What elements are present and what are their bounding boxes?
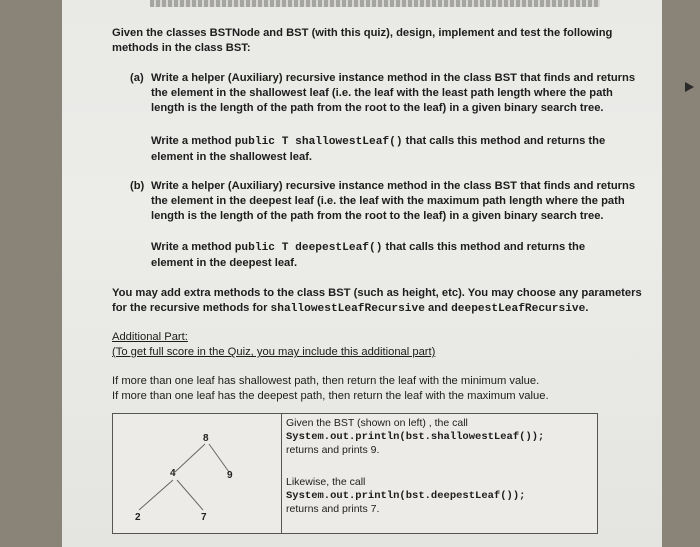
caption2-line-1: Likewise, the call — [286, 476, 366, 488]
example-figure-box — [112, 413, 598, 534]
part-b-method-suffix: that calls this method and returns the — [382, 241, 586, 253]
caption1-code: System.out.println(bst.shallowestLeaf()); — [286, 430, 545, 443]
part-b-description — [151, 179, 635, 224]
caption2-line-3: returns and prints 7. — [286, 503, 380, 515]
additional-subtitle: (To get full score in the Quiz, you may include this additional part) — [112, 346, 436, 358]
part-a-description — [151, 71, 635, 116]
node-4: 4 — [170, 468, 176, 479]
extra-mid: and — [424, 302, 452, 314]
extra-end: . — [585, 302, 589, 314]
extra-methods-note — [112, 286, 642, 317]
extra-code-shallowest: shallowestLeafRecursive — [270, 303, 425, 315]
intro-text — [112, 26, 612, 56]
tie-break-rules — [112, 374, 549, 404]
intro-line-1: Given the classes BSTNode and BST (with this quiz), design, implement and test the following — [112, 27, 613, 39]
part-a-line-2: the element in the shallowest leaf (i.e. the leaf with the least path length where the path — [151, 87, 613, 99]
part-b-method-prefix: Write a method — [151, 241, 235, 253]
caption2-code: System.out.println(bst.deepestLeaf()); — [286, 489, 526, 502]
part-a-method-line-2: element in the shallowest leaf. — [151, 151, 313, 163]
edge-4-7 — [177, 480, 203, 510]
part-a-method-suffix: that calls this method and returns the — [402, 135, 606, 147]
node-9: 9 — [227, 470, 233, 481]
node-7: 7 — [201, 512, 207, 523]
cursor-arrow-icon — [685, 82, 694, 92]
part-b-method-line-2: element in the deepest leaf. — [151, 257, 298, 269]
node-2: 2 — [135, 512, 141, 523]
shallowest-example-caption — [286, 417, 544, 458]
part-a-label: (a) — [130, 72, 144, 84]
caption1-line-3: returns and prints 9. — [286, 444, 380, 456]
edge-8-9 — [209, 444, 229, 472]
part-a-method-prefix: Write a method — [151, 135, 235, 147]
deepest-example-caption — [286, 476, 525, 517]
intro-line-2: methods in the class BST: — [112, 42, 251, 54]
extra-line-2-prefix: for the recursive methods for — [112, 302, 271, 314]
part-b-line-3: length is the length of the path from the root to the leaf) in a given binary search tree. — [151, 210, 604, 222]
rule-deepest: If more than one leaf has the deepest path, then return the leaf with the maximum value. — [112, 390, 549, 402]
part-a-method-code: public T shallowestLeaf() — [234, 136, 403, 148]
part-b-method-code: public T deepestLeaf() — [234, 242, 383, 254]
node-8: 8 — [203, 433, 209, 444]
figure-divider — [281, 414, 282, 533]
rule-shallowest: If more than one leaf has shallowest path, then return the leaf with the minimum value. — [112, 375, 540, 387]
additional-part-heading — [112, 330, 435, 360]
caption1-line-1: Given the BST (shown on left) , the call — [286, 417, 468, 429]
edge-4-2 — [139, 480, 173, 510]
bst-diagram — [113, 414, 281, 533]
torn-header-strip — [150, 0, 600, 7]
part-b-method — [151, 240, 585, 271]
edge-8-4 — [175, 444, 205, 472]
extra-code-deepest: deepestLeafRecursive — [451, 303, 586, 315]
part-b-line-2: the element in the deepest leaf (i.e. the leaf with the maximum path length where the path — [151, 195, 625, 207]
extra-line-1: You may add extra methods to the class BST (such as height, etc). You may choose any parameters — [112, 287, 642, 299]
part-b-label: (b) — [130, 180, 145, 192]
additional-title: Additional Part: — [112, 331, 188, 343]
part-a-line-3: length is the length of the path from the root to the leaf) in a given binary search tree. — [151, 102, 604, 114]
part-b-line-1: Write a helper (Auxiliary) recursive instance method in the class BST that finds and returns — [151, 180, 636, 192]
part-a-line-1: Write a helper (Auxiliary) recursive instance method in the class BST that finds and returns — [151, 72, 636, 84]
part-a-method — [151, 134, 605, 165]
